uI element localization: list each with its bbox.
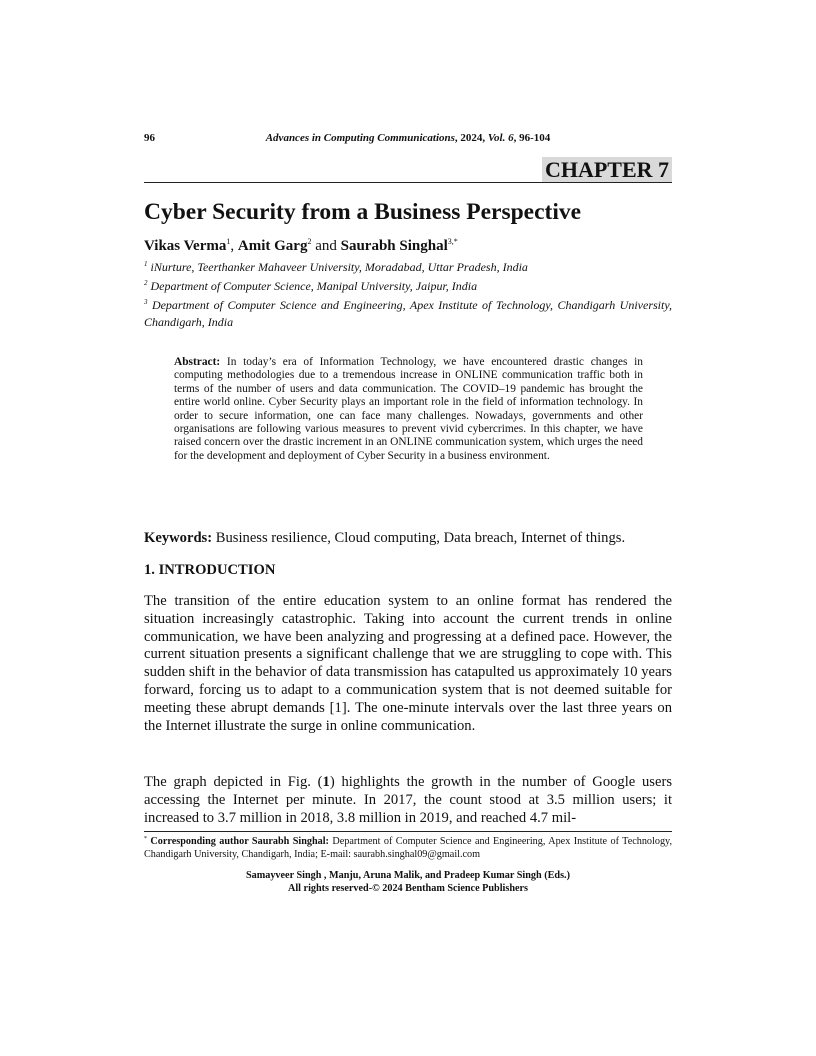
running-head [144, 132, 672, 148]
abstract [174, 356, 643, 463]
abstract-text: In today’s era of Information Technology, we have encountered drastic changes in computing methodologies due to a tremendous increase in ONLINE communication traffic both in terms of the number of users and data communication. The COVID–19 pandemic has brought the entire world online. Cyber Security plays an important role in the field of information technology. In order to secure information, one can face many challenges. Nowadays, governments and other organisations are following various measures to prevent vivid cybercrimes. In this chapter, we have raised concern over the drastic increment in an ONLINE communication system, which urges the need for the development and deployment of Cyber Security in a business environment. [174, 356, 643, 462]
paragraph-text: ) highlights the growth in the number of Google users accessing the Internet per minute. In 2017, the count stood at 3.5 million users; it increased to 3.7 million in 2018, 3.8 million in 2019, and reached 4.7 mil- [144, 774, 672, 826]
author-name: Vikas Verma [144, 238, 227, 254]
footnote-text: Department of Computer Science and Engineering, Apex Institute of Technology, Chandigarh University, Chandigarh, India; E-mail: saurabh.singhal09@gmail.com [144, 836, 673, 860]
journal-volume: Vol. 6 [487, 132, 514, 144]
footnote-rule [144, 831, 672, 832]
author-affil-mark: 1 [226, 237, 231, 246]
editors-line: Samayveer Singh , Manju, Aruna Malik, and Pradeep Kumar Singh (Eds.) [246, 870, 570, 881]
affiliation [144, 297, 672, 330]
journal-year: , 2024, [454, 132, 488, 144]
journal-pages: , 96-104 [513, 132, 551, 144]
paper-title: Cyber Security from a Business Perspective [144, 199, 582, 225]
affiliation-text: Department of Computer Science and Engineering, Apex Institute of Technology, Chandigarh University, Chandigarh, India [144, 298, 673, 329]
journal-citation [144, 132, 672, 144]
author-name: Saurabh Singhal [340, 238, 448, 254]
keywords-text: Business resilience, Cloud computing, Data breach, Internet of things. [215, 530, 626, 546]
paragraph-text: The graph depicted in Fig. ( [144, 774, 323, 790]
page-number: 96 [144, 132, 155, 144]
body-paragraph [144, 774, 672, 827]
footnote [144, 835, 672, 861]
footnote-label: Corresponding author Saurabh Singhal: [150, 836, 329, 847]
figure-reference[interactable]: 1 [322, 774, 330, 790]
author-separator: , [230, 238, 238, 254]
affiliation-text: iNurture, Teerthanker Mahaveer University, Moradabad, Uttar Pradesh, India [150, 260, 528, 274]
affiliation-mark: 1 [144, 260, 148, 268]
journal-name: Advances in Computing Communications [265, 132, 455, 144]
keywords-label: Keywords: [144, 530, 213, 546]
page-footer [144, 870, 672, 895]
author-separator: and [311, 238, 341, 254]
affiliation-text: Department of Computer Science, Manipal University, Jaipur, India [150, 279, 478, 293]
author-name: Amit Garg [237, 238, 308, 254]
chapter-label: CHAPTER 7 [542, 157, 672, 182]
section-heading: 1. INTRODUCTION [144, 562, 276, 578]
body-paragraph: The transition of the entire education system to an online format has rendered the situation increasingly catastrophic. Taking into account the current trends in online communication, we have been analyzing and progressing at a defined pace. However, the current situation presents a significant challenge that we are struggling to cope with. This sudden shift in the behavior of data transmission has catapulted us approximately 10 years forward, forcing us to adapt to a communication system that is not deemed suitable for meeting these abrupt demands [1]. The one-minute intervals over the last three years on the Internet illustrate the surge in online communication. [144, 593, 672, 734]
abstract-label: Abstract: [174, 356, 221, 368]
author-list [144, 236, 672, 256]
rights-line: All rights reserved-© 2024 Bentham Science Publishers [287, 882, 529, 894]
affiliation-mark: 2 [144, 279, 148, 287]
author-affil-mark: 3,* [447, 237, 458, 246]
chapter-rule [144, 182, 672, 183]
keywords [144, 529, 672, 548]
author-affil-mark: 2 [307, 237, 312, 246]
footnote-mark: * [144, 836, 147, 842]
affiliation [144, 278, 672, 295]
affiliation-mark: 3 [144, 298, 148, 306]
affiliation [144, 259, 672, 276]
